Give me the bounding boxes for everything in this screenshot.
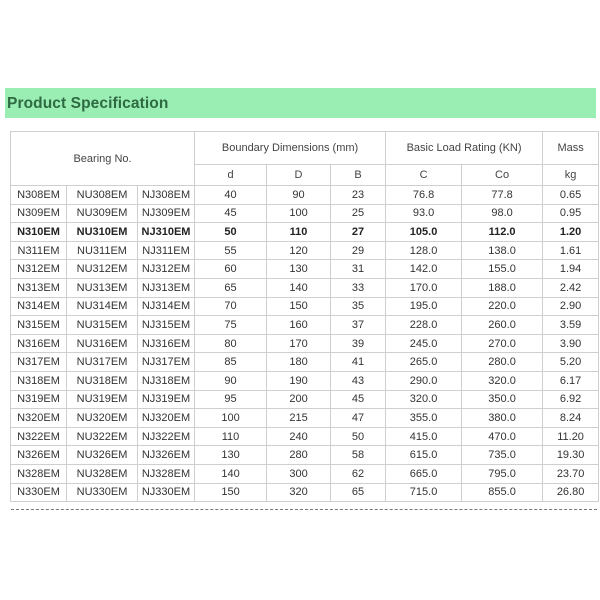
cell-C-value: 320.0 bbox=[386, 390, 462, 409]
cell-nu-type: NU308EM bbox=[67, 186, 138, 205]
cell-n-type: N315EM bbox=[11, 316, 67, 335]
table-row bbox=[11, 427, 599, 446]
cell-B-value: 27 bbox=[331, 223, 386, 242]
table-row bbox=[11, 316, 599, 335]
cell-n-type: N322EM bbox=[11, 427, 67, 446]
cell-B-value: 62 bbox=[331, 464, 386, 483]
cell-B-value: 33 bbox=[331, 278, 386, 297]
cell-Co-value: 220.0 bbox=[462, 297, 543, 316]
cell-D-value: 150 bbox=[267, 297, 331, 316]
cell-d-value: 110 bbox=[195, 427, 267, 446]
cell-nj-type: NJ309EM bbox=[138, 204, 195, 223]
cell-D-value: 100 bbox=[267, 204, 331, 223]
cell-C-value: 93.0 bbox=[386, 204, 462, 223]
cell-C-value: 715.0 bbox=[386, 483, 462, 502]
cell-B-value: 41 bbox=[331, 353, 386, 372]
cell-nu-type: NU320EM bbox=[67, 409, 138, 428]
cell-nj-type: NJ314EM bbox=[138, 297, 195, 316]
cell-Co-value: 77.8 bbox=[462, 186, 543, 205]
header-D: D bbox=[267, 165, 331, 186]
table-body bbox=[11, 132, 599, 502]
cell-Co-value: 112.0 bbox=[462, 223, 543, 242]
table-row bbox=[11, 353, 599, 372]
table-row bbox=[11, 446, 599, 465]
cell-Co-value: 470.0 bbox=[462, 427, 543, 446]
cell-B-value: 37 bbox=[331, 316, 386, 335]
specification-table bbox=[10, 131, 599, 502]
header-mass: Mass bbox=[543, 132, 599, 165]
table-row bbox=[11, 297, 599, 316]
section-banner bbox=[5, 88, 596, 118]
cell-C-value: 228.0 bbox=[386, 316, 462, 335]
cell-C-value: 76.8 bbox=[386, 186, 462, 205]
cell-d-value: 85 bbox=[195, 353, 267, 372]
cell-D-value: 110 bbox=[267, 223, 331, 242]
cell-nu-type: NU310EM bbox=[67, 223, 138, 242]
cell-mass-value: 3.90 bbox=[543, 334, 599, 353]
cell-B-value: 47 bbox=[331, 409, 386, 428]
cell-D-value: 200 bbox=[267, 390, 331, 409]
cell-n-type: N308EM bbox=[11, 186, 67, 205]
cell-Co-value: 320.0 bbox=[462, 371, 543, 390]
cell-nj-type: NJ308EM bbox=[138, 186, 195, 205]
cell-n-type: N320EM bbox=[11, 409, 67, 428]
cell-B-value: 31 bbox=[331, 260, 386, 279]
cell-Co-value: 270.0 bbox=[462, 334, 543, 353]
cell-C-value: 170.0 bbox=[386, 278, 462, 297]
cell-nu-type: NU314EM bbox=[67, 297, 138, 316]
header-kg: kg bbox=[543, 165, 599, 186]
cell-D-value: 180 bbox=[267, 353, 331, 372]
cell-Co-value: 380.0 bbox=[462, 409, 543, 428]
cell-mass-value: 6.17 bbox=[543, 371, 599, 390]
cell-d-value: 95 bbox=[195, 390, 267, 409]
cell-mass-value: 8.24 bbox=[543, 409, 599, 428]
cell-Co-value: 855.0 bbox=[462, 483, 543, 502]
cell-n-type: N313EM bbox=[11, 278, 67, 297]
cell-d-value: 70 bbox=[195, 297, 267, 316]
cell-D-value: 320 bbox=[267, 483, 331, 502]
cell-n-type: N312EM bbox=[11, 260, 67, 279]
cell-Co-value: 138.0 bbox=[462, 241, 543, 260]
cell-B-value: 65 bbox=[331, 483, 386, 502]
cell-D-value: 170 bbox=[267, 334, 331, 353]
cell-nj-type: NJ316EM bbox=[138, 334, 195, 353]
cell-B-value: 29 bbox=[331, 241, 386, 260]
header-d: d bbox=[195, 165, 267, 186]
cell-nu-type: NU322EM bbox=[67, 427, 138, 446]
cell-C-value: 245.0 bbox=[386, 334, 462, 353]
cell-C-value: 142.0 bbox=[386, 260, 462, 279]
table-row bbox=[11, 278, 599, 297]
cell-C-value: 290.0 bbox=[386, 371, 462, 390]
table-row bbox=[11, 241, 599, 260]
cell-nu-type: NU318EM bbox=[67, 371, 138, 390]
cell-nu-type: NU317EM bbox=[67, 353, 138, 372]
header-bearing-no: Bearing No. bbox=[11, 132, 195, 186]
cell-Co-value: 280.0 bbox=[462, 353, 543, 372]
cell-mass-value: 1.94 bbox=[543, 260, 599, 279]
table-row bbox=[11, 409, 599, 428]
cell-nj-type: NJ312EM bbox=[138, 260, 195, 279]
cell-d-value: 60 bbox=[195, 260, 267, 279]
cell-nu-type: NU316EM bbox=[67, 334, 138, 353]
cell-d-value: 80 bbox=[195, 334, 267, 353]
cell-d-value: 50 bbox=[195, 223, 267, 242]
table-row bbox=[11, 204, 599, 223]
cell-n-type: N316EM bbox=[11, 334, 67, 353]
cell-nj-type: NJ328EM bbox=[138, 464, 195, 483]
cell-Co-value: 98.0 bbox=[462, 204, 543, 223]
cell-nj-type: NJ326EM bbox=[138, 446, 195, 465]
cell-nj-type: NJ330EM bbox=[138, 483, 195, 502]
header-C: C bbox=[386, 165, 462, 186]
cell-mass-value: 11.20 bbox=[543, 427, 599, 446]
cell-mass-value: 0.65 bbox=[543, 186, 599, 205]
cell-nj-type: NJ310EM bbox=[138, 223, 195, 242]
cell-D-value: 160 bbox=[267, 316, 331, 335]
cell-C-value: 615.0 bbox=[386, 446, 462, 465]
cell-nu-type: NU326EM bbox=[67, 446, 138, 465]
table-row bbox=[11, 464, 599, 483]
cell-nj-type: NJ313EM bbox=[138, 278, 195, 297]
cell-Co-value: 188.0 bbox=[462, 278, 543, 297]
cell-n-type: N314EM bbox=[11, 297, 67, 316]
cell-C-value: 195.0 bbox=[386, 297, 462, 316]
table-row bbox=[11, 483, 599, 502]
cell-B-value: 39 bbox=[331, 334, 386, 353]
cell-d-value: 65 bbox=[195, 278, 267, 297]
cell-D-value: 120 bbox=[267, 241, 331, 260]
table-row bbox=[11, 334, 599, 353]
cell-mass-value: 2.90 bbox=[543, 297, 599, 316]
cell-nu-type: NU315EM bbox=[67, 316, 138, 335]
cell-mass-value: 23.70 bbox=[543, 464, 599, 483]
cell-Co-value: 735.0 bbox=[462, 446, 543, 465]
cell-D-value: 280 bbox=[267, 446, 331, 465]
cell-mass-value: 19.30 bbox=[543, 446, 599, 465]
cell-Co-value: 260.0 bbox=[462, 316, 543, 335]
cell-C-value: 105.0 bbox=[386, 223, 462, 242]
cell-nj-type: NJ318EM bbox=[138, 371, 195, 390]
cell-C-value: 355.0 bbox=[386, 409, 462, 428]
cell-nu-type: NU309EM bbox=[67, 204, 138, 223]
cell-mass-value: 1.61 bbox=[543, 241, 599, 260]
table-row bbox=[11, 371, 599, 390]
cell-nu-type: NU311EM bbox=[67, 241, 138, 260]
cell-nj-type: NJ322EM bbox=[138, 427, 195, 446]
cell-d-value: 140 bbox=[195, 464, 267, 483]
cell-mass-value: 3.59 bbox=[543, 316, 599, 335]
cell-d-value: 40 bbox=[195, 186, 267, 205]
cell-B-value: 50 bbox=[331, 427, 386, 446]
cell-mass-value: 0.95 bbox=[543, 204, 599, 223]
header-boundary-dimensions: Boundary Dimensions (mm) bbox=[195, 132, 386, 165]
section-title: Product Specification bbox=[7, 95, 169, 112]
cell-B-value: 25 bbox=[331, 204, 386, 223]
cell-n-type: N309EM bbox=[11, 204, 67, 223]
cell-nu-type: NU312EM bbox=[67, 260, 138, 279]
table-row bbox=[11, 186, 599, 205]
cell-n-type: N326EM bbox=[11, 446, 67, 465]
cell-d-value: 75 bbox=[195, 316, 267, 335]
cell-nj-type: NJ320EM bbox=[138, 409, 195, 428]
cell-nj-type: NJ315EM bbox=[138, 316, 195, 335]
cell-nu-type: NU328EM bbox=[67, 464, 138, 483]
cell-d-value: 100 bbox=[195, 409, 267, 428]
header-Co: Co bbox=[462, 165, 543, 186]
cell-D-value: 190 bbox=[267, 371, 331, 390]
cell-n-type: N317EM bbox=[11, 353, 67, 372]
cell-B-value: 23 bbox=[331, 186, 386, 205]
cell-C-value: 665.0 bbox=[386, 464, 462, 483]
cell-n-type: N319EM bbox=[11, 390, 67, 409]
cell-n-type: N328EM bbox=[11, 464, 67, 483]
header-B: B bbox=[331, 165, 386, 186]
dashed-divider bbox=[11, 509, 597, 510]
cell-D-value: 140 bbox=[267, 278, 331, 297]
cell-Co-value: 155.0 bbox=[462, 260, 543, 279]
cell-mass-value: 26.80 bbox=[543, 483, 599, 502]
cell-n-type: N311EM bbox=[11, 241, 67, 260]
cell-D-value: 300 bbox=[267, 464, 331, 483]
cell-Co-value: 350.0 bbox=[462, 390, 543, 409]
cell-B-value: 45 bbox=[331, 390, 386, 409]
cell-d-value: 90 bbox=[195, 371, 267, 390]
cell-B-value: 58 bbox=[331, 446, 386, 465]
cell-d-value: 150 bbox=[195, 483, 267, 502]
header-row-groups bbox=[11, 132, 599, 165]
cell-mass-value: 1.20 bbox=[543, 223, 599, 242]
cell-Co-value: 795.0 bbox=[462, 464, 543, 483]
table-row bbox=[11, 260, 599, 279]
cell-D-value: 240 bbox=[267, 427, 331, 446]
cell-D-value: 215 bbox=[267, 409, 331, 428]
cell-C-value: 265.0 bbox=[386, 353, 462, 372]
cell-C-value: 128.0 bbox=[386, 241, 462, 260]
cell-d-value: 45 bbox=[195, 204, 267, 223]
cell-B-value: 43 bbox=[331, 371, 386, 390]
cell-d-value: 55 bbox=[195, 241, 267, 260]
cell-n-type: N310EM bbox=[11, 223, 67, 242]
cell-nu-type: NU313EM bbox=[67, 278, 138, 297]
header-basic-load-rating: Basic Load Rating (KN) bbox=[386, 132, 543, 165]
cell-nj-type: NJ317EM bbox=[138, 353, 195, 372]
cell-D-value: 130 bbox=[267, 260, 331, 279]
cell-nj-type: NJ311EM bbox=[138, 241, 195, 260]
table-row bbox=[11, 390, 599, 409]
table-row bbox=[11, 223, 599, 242]
cell-mass-value: 6.92 bbox=[543, 390, 599, 409]
cell-d-value: 130 bbox=[195, 446, 267, 465]
cell-C-value: 415.0 bbox=[386, 427, 462, 446]
cell-D-value: 90 bbox=[267, 186, 331, 205]
cell-nu-type: NU330EM bbox=[67, 483, 138, 502]
cell-mass-value: 5.20 bbox=[543, 353, 599, 372]
cell-n-type: N330EM bbox=[11, 483, 67, 502]
cell-B-value: 35 bbox=[331, 297, 386, 316]
cell-mass-value: 2.42 bbox=[543, 278, 599, 297]
cell-nj-type: NJ319EM bbox=[138, 390, 195, 409]
cell-nu-type: NU319EM bbox=[67, 390, 138, 409]
cell-n-type: N318EM bbox=[11, 371, 67, 390]
